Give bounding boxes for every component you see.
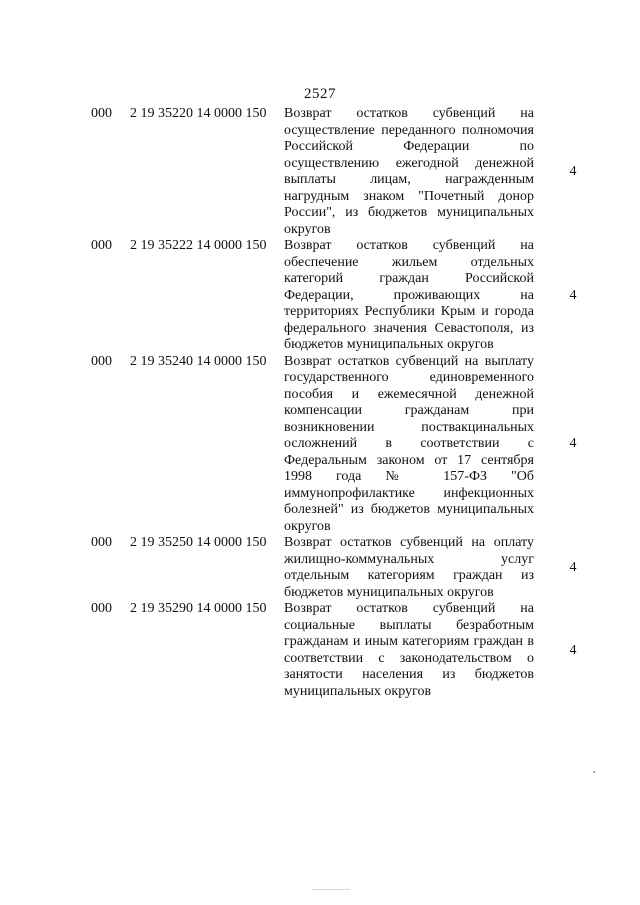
budget-classification-code: 2 19 35250 14 0000 150: [130, 535, 267, 550]
row-description: Возврат остатков субвенций на обеспечение жильем отдельных категорий граждан Российской Федерации, проживающих на территориях Республики Крым и города федерального значения Севастополя, из бюджетов муниципальных округов: [284, 238, 534, 352]
row-description: Возврат остатков субвенций на оплату жилищно-коммунальных услуг отдельным категориям граждан из бюджетов муниципальных округов: [284, 535, 534, 600]
admin-code: 000: [91, 535, 112, 550]
budget-code-table: [0, 106, 640, 700]
admin-code: 000: [91, 353, 112, 369]
row-value: 4: [569, 559, 577, 575]
page-number: 2527: [304, 86, 336, 102]
scan-speck: [593, 771, 595, 773]
row-description: Возврат остатков субвенций на социальные выплаты безработным гражданам и иным категориям граждан в соответствии с законодательством о занятости населения из бюджетов муниципальных округов: [284, 601, 534, 699]
budget-classification-code: 2 19 35222 14 0000 150: [130, 238, 267, 253]
admin-code: 000: [91, 106, 112, 121]
table-row: [0, 106, 640, 238]
row-value: 4: [569, 287, 577, 303]
budget-classification-code: 2 19 35290 14 0000 150: [130, 601, 267, 616]
row-description: Возврат остатков субвенций на осуществление переданного полномочия Российской Федерации по осуществлению ежегодной денежной выплаты лицам, награжденным нагрудным знаком "Почетный донор России", из бюджетов муниципальных округов: [284, 106, 534, 237]
table-row: [0, 354, 640, 536]
budget-classification-code: 2 19 35220 14 0000 150: [130, 106, 267, 121]
scan-edge-mark: [312, 889, 350, 890]
admin-code: 000: [91, 238, 112, 253]
table-row: [0, 601, 640, 700]
row-value: 4: [569, 436, 577, 451]
row-value: 4: [569, 163, 577, 179]
row-value: 4: [569, 642, 577, 658]
admin-code: 000: [91, 601, 112, 616]
table-row: [0, 535, 640, 601]
budget-classification-code: 2 19 35240 14 0000 150: [130, 353, 267, 369]
row-description: Возврат остатков субвенций на выплату государственного единовременного пособия и ежемесячной денежной компенсации гражданам при возникновении поствакцинальных осложнений в соответствии с Федеральным законом от 17 сентября 1998 года № 157-ФЗ "Об иммунопрофилактике инфекционных болезней" из бюджетов муниципальных округов: [284, 353, 534, 534]
table-row: [0, 238, 640, 354]
